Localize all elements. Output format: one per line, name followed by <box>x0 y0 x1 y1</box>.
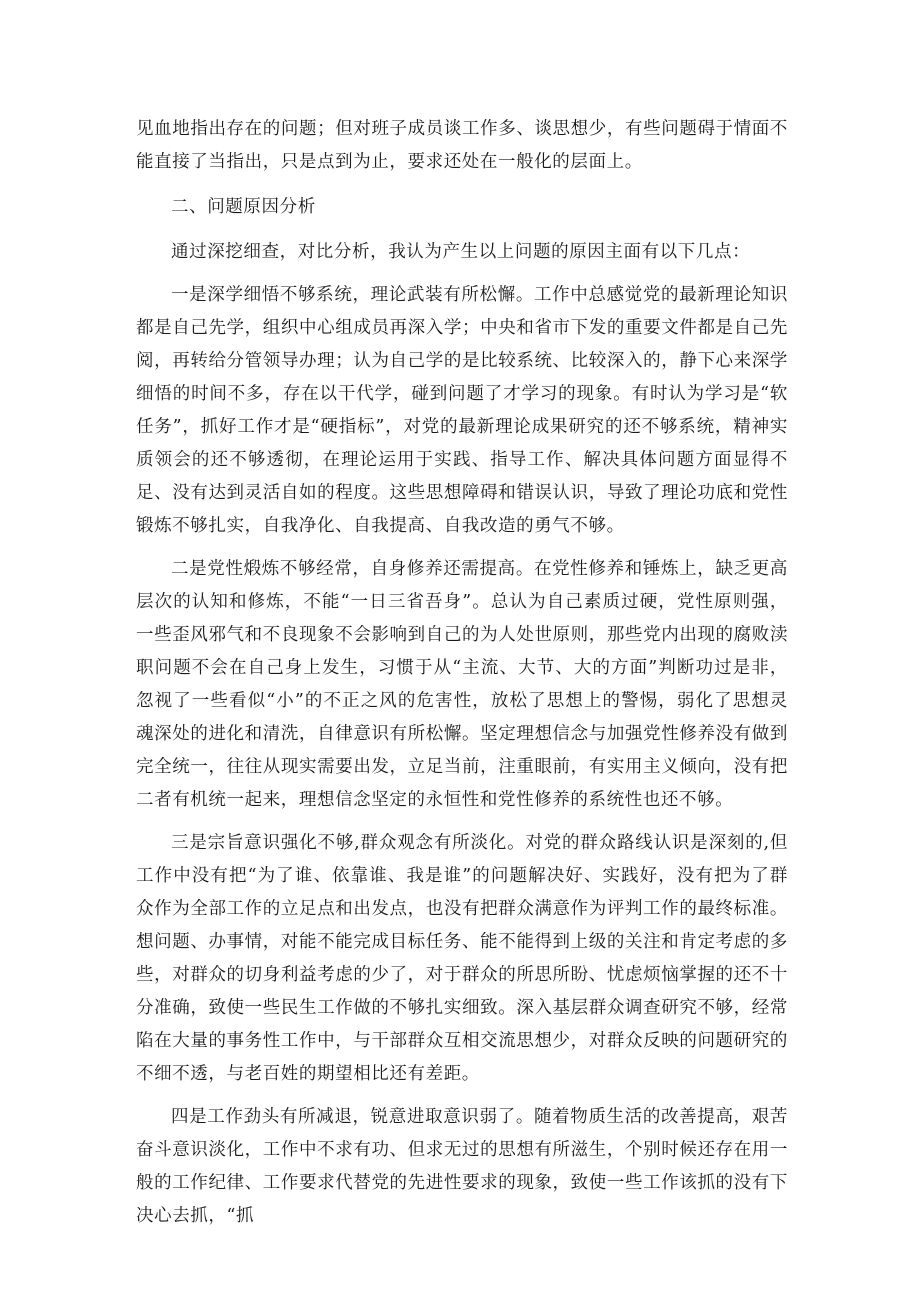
section-heading: 二、问题原因分析 <box>171 197 316 217</box>
paragraph-cause-4: 四是工作劲头有所减退，锐意进取意识弱了。随着物质生活的改善提高，艰苦奋斗意识淡化，工作中不求有功、但求无过的思想有所滋生，个别时候还存在用一般的工作纪律、工作要求代替党的先进性要求的现象，致使一些工作该抓的没有下决心去抓，“抓 <box>136 1107 788 1226</box>
paragraph-cause-1: 一是深学细悟不够系统，理论武装有所松懈。工作中总感觉党的最新理论知识都是自己先学，组织中心组成员再深入学；中央和省市下发的重要文件都是自己先阅，再转给分管领导办理；认为自己学的是比较系统、比较深入的，静下心来深学细悟的时间不多，存在以干代学，碰到问题了才学习的现象。有时认为学习是“软任务”，抓好工作才是“硬指标”，对党的最新理论成果研究的还不够系统，精神实质领会的还不够透彻，在理论运用于实践、指导工作、解决具体问题方面显得不足、没有达到灵活自如的程度。这些思想障碍和错误认识，导致了理论功底和党性锻炼不够扎实，自我净化、自我提高、自我改造的勇气不够。 <box>136 285 788 536</box>
paragraph-cause-2: 二是党性煅炼不够经常，自身修养还需提高。在党性修养和锤炼上，缺乏更高层次的认知和修炼，不能“一日三省吾身”。总认为自己素质过硬，党性原则强，一些歪风邪气和不良现象不会影响到自己的为人处世原则，那些党内出现的腐败渎职问题不会在自己身上发生，习惯于从“主流、大节、大的方面”判断功过是非，忽视了一些看似“小”的不正之风的危害性，放松了思想上的警惕，弱化了思想灵魂深处的进化和清洗，自律意识有所松懈。坚定理想信念与加强党性修养没有做到完全统一，往往从现实需要出发，立足当前，注重眼前，有实用主义倾向，没有把二者有机统一起来，理想信念坚定的永恒性和党性修养的系统性也还不够。 <box>136 559 788 810</box>
paragraph-cause-3: 三是宗旨意识强化不够,群众观念有所淡化。对党的群众路线认识是深刻的,但工作中没有把“为了谁、依靠谁、我是谁”的问题解决好、实践好，没有把为了群众作为全部工作的立足点和出发点，也没有把群众满意作为评判工作的最终标准。想问题、办事情，对能不能完成目标任务、能不能得到上级的关注和肯定考虑的多些，对群众的切身利益考虑的少了，对于群众的所思所盼、忧虑烦恼掌握的还不十分准确，致使一些民生工作做的不够扎实细致。深入基层群众调查研究不够，经常陷在大量的事务性工作中，与干部群众互相交流思想少，对群众反映的问题研究的不细不透，与老百姓的期望相比还有差距。 <box>136 833 788 1084</box>
paragraph-intro: 通过深挖细查，对比分析，我认为产生以上问题的原因主面有以下几点： <box>171 242 751 262</box>
document-body <box>136 113 788 1243</box>
paragraph-continuation: 见血地指出存在的问题；但对班子成员谈工作多、谈思想少，有些问题碍于情面不能直接了当指出，只是点到为止，要求还处在一般化的层面上。 <box>136 119 788 172</box>
